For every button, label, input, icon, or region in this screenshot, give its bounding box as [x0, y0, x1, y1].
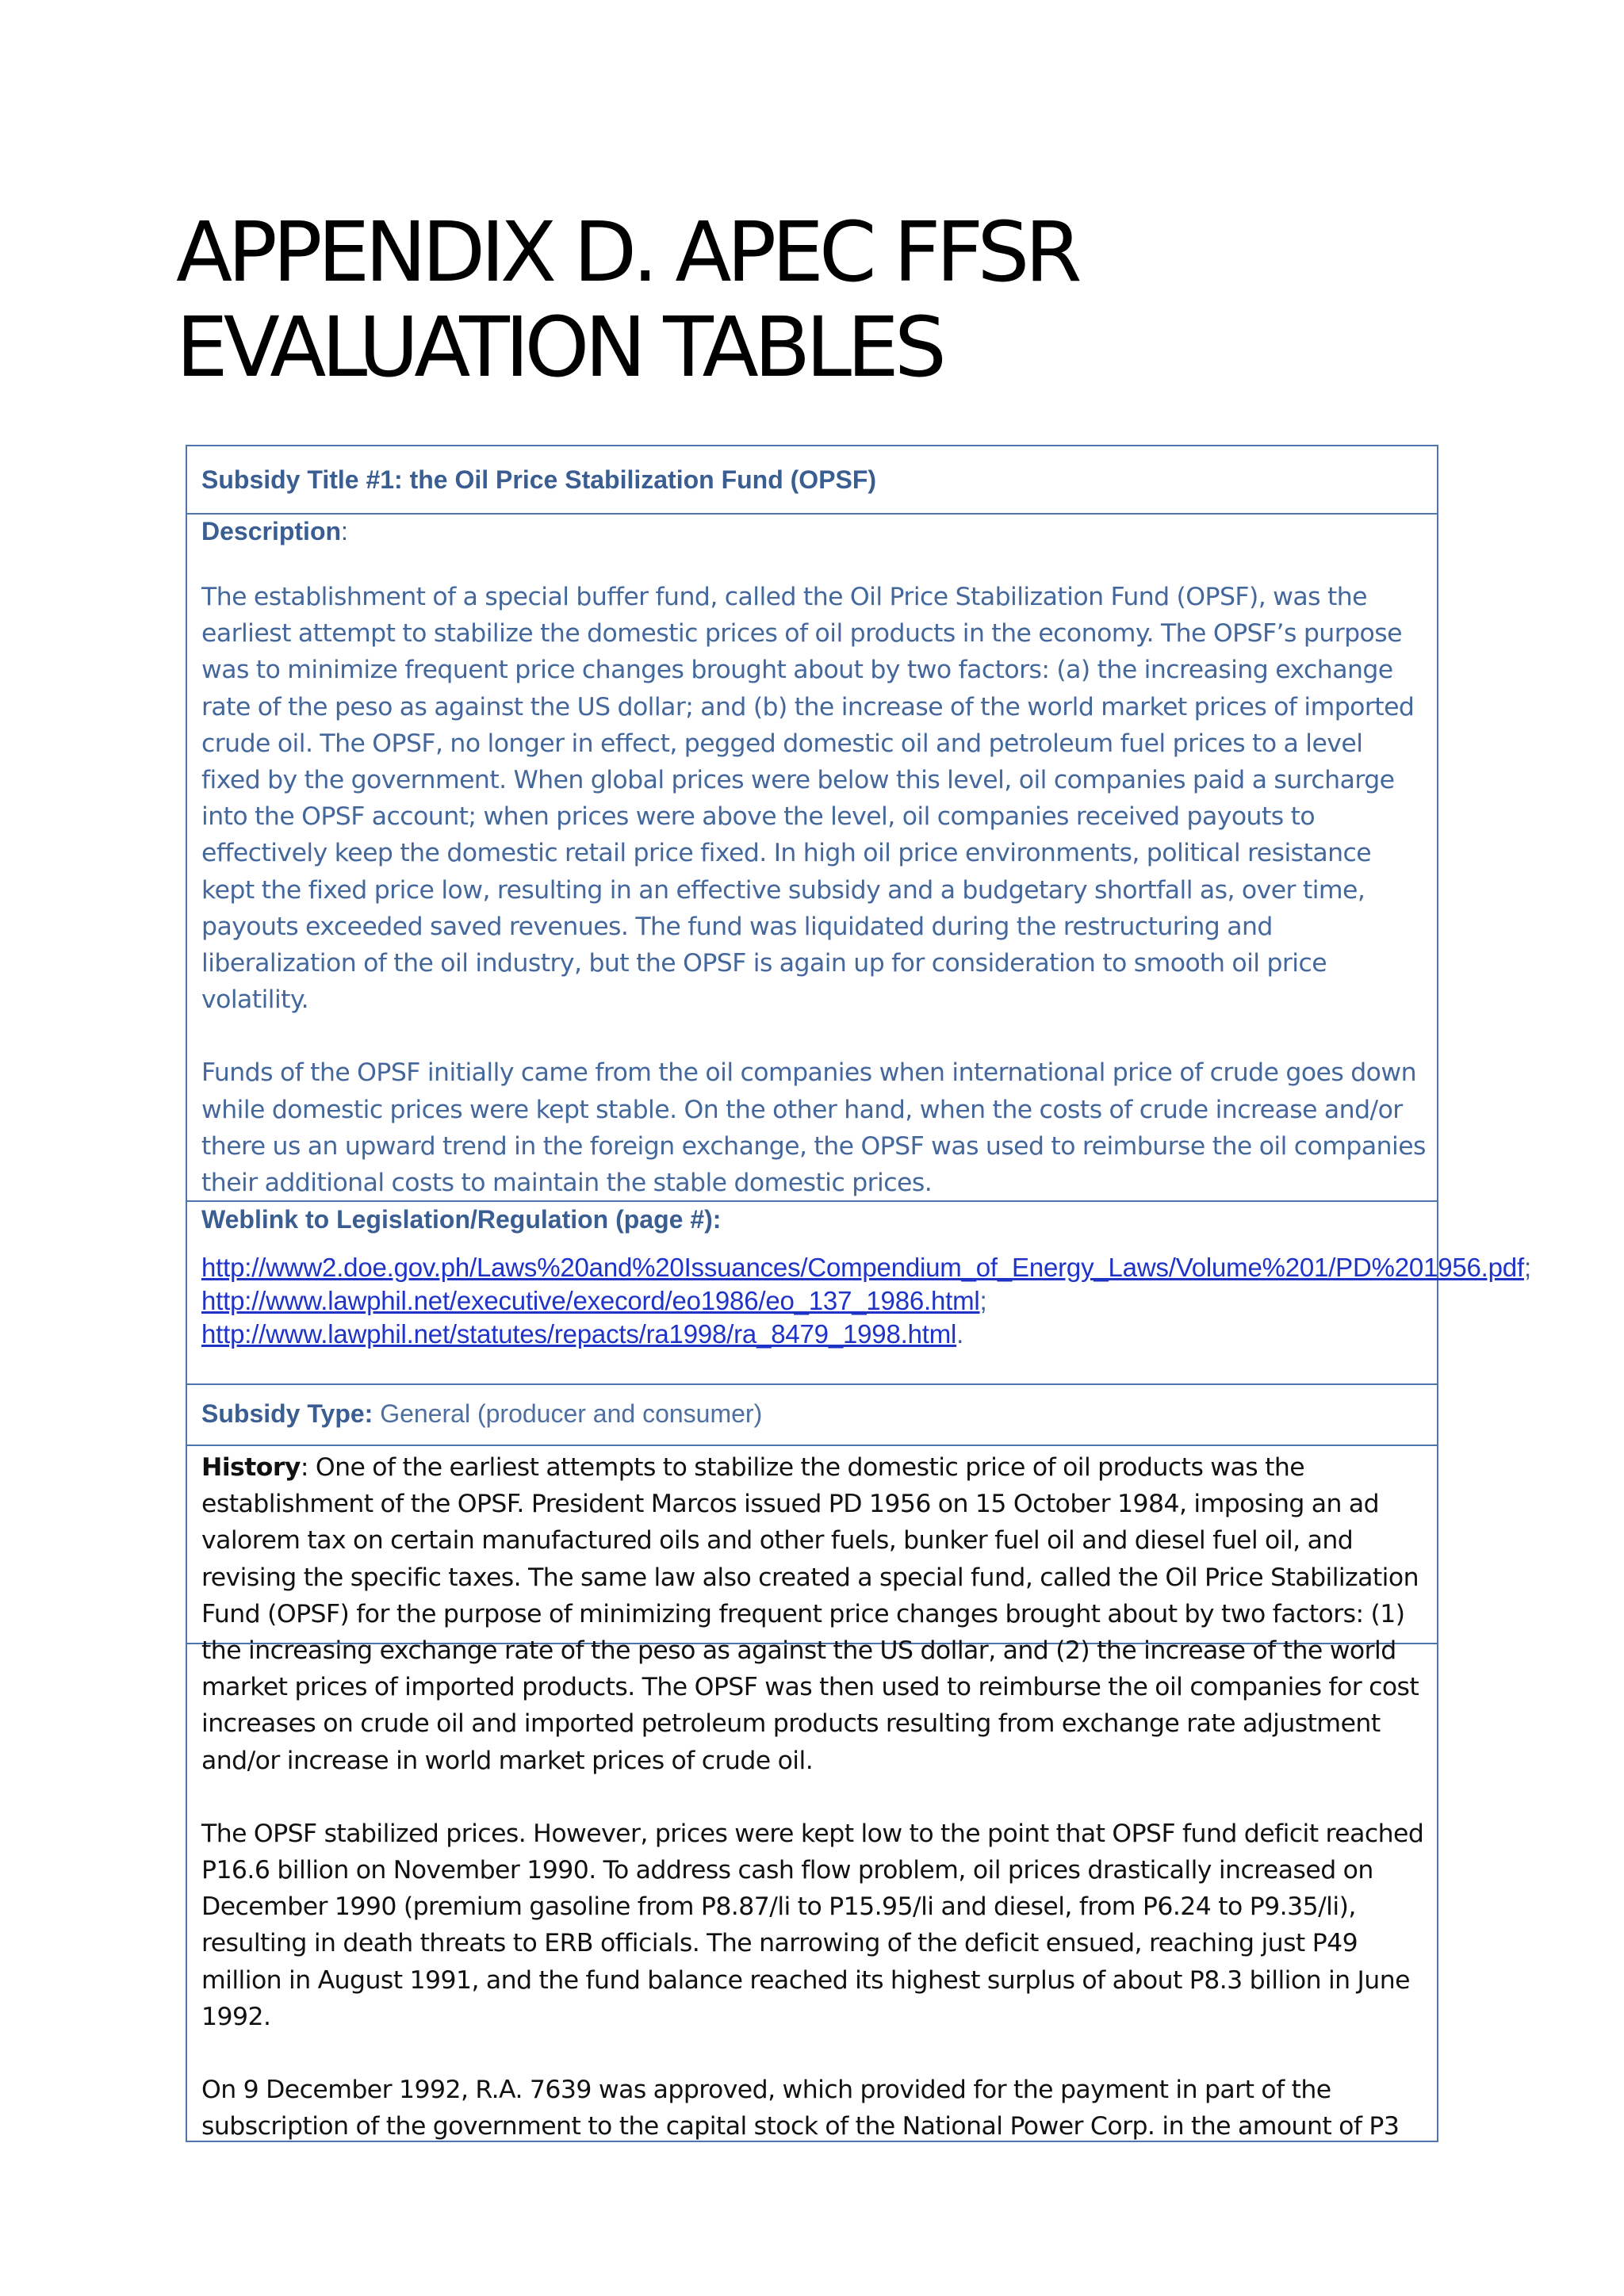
weblink-separator-2: ;	[979, 1286, 987, 1315]
history-paragraph-1	[201, 1449, 1426, 1779]
description-colon: :	[341, 517, 348, 545]
subsidy-title: Subsidy Title #1: the Oil Price Stabilization Fund (OPSF)	[201, 465, 877, 494]
history-label: History	[201, 1453, 301, 1482]
subsidy-type	[201, 1398, 1426, 1429]
page-title-line1: APPENDIX D. APEC FFSR	[176, 204, 1078, 300]
weblink-separator-1: ;	[1523, 1253, 1531, 1282]
description-paragraph-1: The establishment of a special buffer fund, called the Oil Price Stabilization Fund (OPSF), was the earliest attempt to stabilize the domestic prices of oil products in the economy. The OPSF’s purpose was to minimize frequent price changes brought about by two factors: (a) the increasing exchange rate of the peso as against the US dollar; and (b) the increase of the world market prices of imported crude oil. The OPSF, no longer in effect, pegged domestic oil and petroleum fuel prices to a level fixed by the government. When global prices were below this level, oil companies paid a surcharge into the OPSF account; when prices were above the level, oil companies received payouts to effectively keep the domestic retail price fixed. In high oil price environments, political resistance kept the fixed price low, resulting in an effective subsidy and a budgetary shortfall as, over time, payouts exceeded saved revenues. The fund was liquidated during the restructuring and liberalization of the oil industry, but the OPSF is again up for consideration to smooth oil price volatility.	[201, 583, 1415, 1015]
weblink-ra8479[interactable]: http://www.lawphil.net/statutes/repacts/ra1998/ra_8479_1998.html	[201, 1319, 957, 1349]
history-paragraph-2: The OPSF stabilized prices. However, prices were kept low to the point that OPSF fund deficit reached P16.6 billion on November 1990. To address cash flow problem, oil prices drastically increased on December 1990 (premium gasoline from P8.87/li to P15.95/li and diesel, from P6.24 to P9.35/li), resulting in death threats to ERB officials. The narrowing of the deficit ensued, reaching just P49 million in August 1991, and the fund balance reached its highest surplus of about P8.3 billion in June 1992.	[201, 1819, 1424, 2031]
history-paragraph-3: On 9 December 1992, R.A. 7639 was approved, which provided for the payment in part of the subscription of the government to the capital stock of the National Power Corp. in the amount of P3	[201, 2076, 1400, 2141]
history-intro: : One of the earliest attempts to stabilize the domestic price of oil products was the establishment of the OPSF. President Marcos issued PD 1956 on 15 October 1984, imposing an ad valorem tax on certain manufactured oils and other fuels, bunker fuel oil and diesel fuel oil, and revising the specific taxes. The same law also created a special fund, called the Oil Price Stabilization Fund (OPSF) for the purpose of minimizing frequent price changes brought about by two factors: (1) the increasing exchange rate of the peso as against the US dollar, and (2) the increase of the world market prices of imported products. The OPSF was then used to reimburse the oil companies for cost increases on crude oil and imported petroleum products resulting from exchange rate adjustment and/or increase in world market prices of crude oil.	[201, 1453, 1419, 1775]
description-row	[187, 513, 1437, 1198]
description-paragraph-2: Funds of the OPSF initially came from the oil companies when international price of crude goes down while domestic prices were kept stable. On the other hand, when the costs of crude increase and/or there us an upward trend in the foreign exchange, the OPSF was used to reimburse the oil companies their additional costs to maintain the stable domestic prices.	[201, 1058, 1426, 1198]
weblink-row	[187, 1200, 1531, 1383]
weblink-end: .	[956, 1319, 964, 1349]
weblink-heading: Weblink to Legislation/Regulation (page #):	[201, 1205, 722, 1234]
weblink-doe-pd1956[interactable]: http://www2.doe.gov.ph/Laws%20and%20Issuances/Compendium_of_Energy_Laws/Volume%201/PD%201956.pdf	[201, 1253, 1524, 1282]
page-title-line2: EVALUATION TABLES	[176, 299, 942, 396]
subsidy-evaluation-table	[186, 445, 1531, 2142]
subsidy-title-row	[187, 446, 1437, 513]
description-heading	[201, 515, 1426, 547]
subsidy-type-label: Subsidy Type:	[201, 1399, 373, 1428]
subsidy-type-row	[187, 1383, 1437, 1445]
subsidy-type-value: General (producer and consumer)	[380, 1399, 763, 1428]
weblink-eo137[interactable]: http://www.lawphil.net/executive/execord/eo1986/eo_137_1986.html	[201, 1286, 980, 1315]
history-row	[187, 1445, 1437, 2142]
page-title	[176, 205, 1445, 395]
description-label: Description	[201, 517, 342, 545]
weblink-list	[201, 1251, 1531, 1351]
